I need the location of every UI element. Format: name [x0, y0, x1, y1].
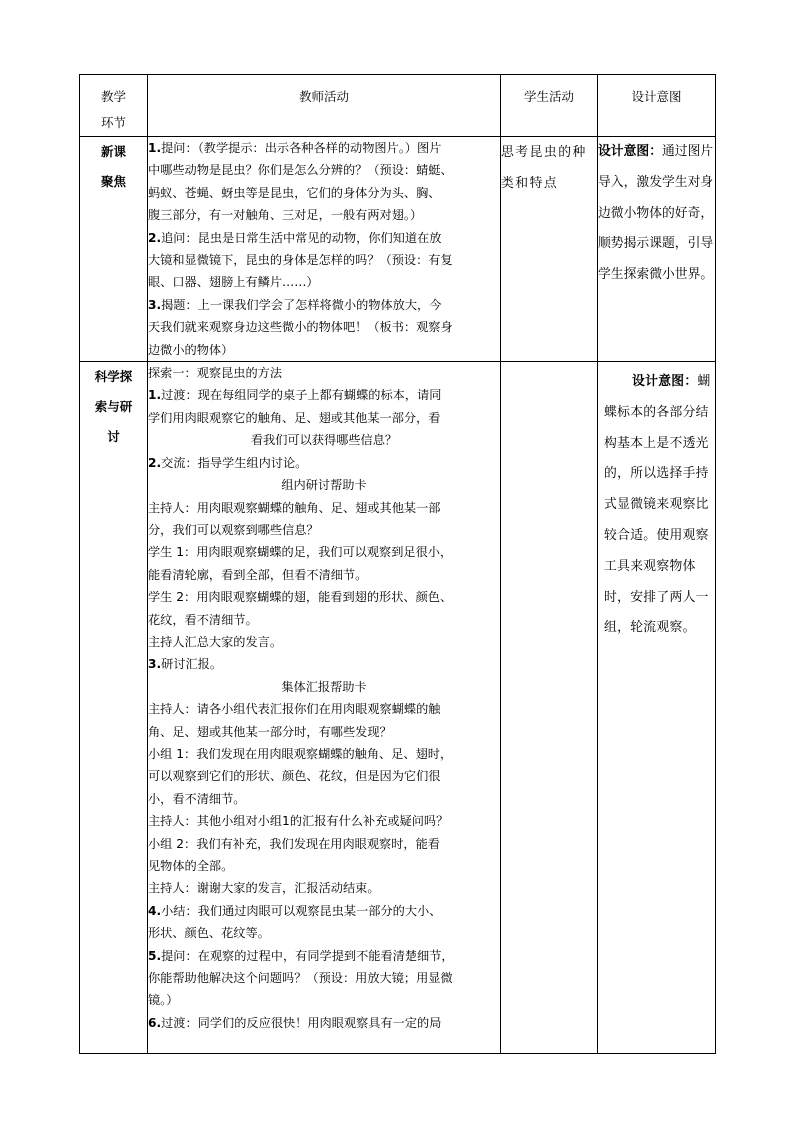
teacher-line-text: 大镜和显微镜下，昆虫的身体是怎样的吗？（预设：有复 [148, 253, 453, 268]
teacher-line [148, 159, 500, 181]
teacher-line-text: 主持人：谢谢大家的发言，汇报活动结束。 [148, 881, 380, 896]
teacher-line-text: 提问：在观察的过程中，有同学提到不能看清楚细节， [161, 948, 454, 963]
step-number: 3. [148, 297, 162, 312]
step-number: 6. [148, 1015, 162, 1030]
teacher-activity-cell [148, 362, 501, 1054]
step-number: 1. [148, 141, 162, 155]
teacher-line-text: 腹三部分，有一对触角、三对足，一般有两对翅。） [148, 208, 423, 223]
teacher-line-text: 探索一：观察昆虫的方法 [148, 366, 283, 381]
header-stage-line: 教学 [100, 89, 126, 104]
teacher-line [148, 384, 500, 406]
design-intent-cell [598, 137, 716, 362]
teacher-line [148, 137, 500, 159]
teacher-line [148, 452, 500, 474]
teacher-line [148, 227, 500, 249]
teacher-line [148, 541, 500, 563]
teacher-line [148, 497, 500, 519]
teacher-line-text: 主持人：用肉眼观察蝴蝶的触角、足、翅或其他某一部 [148, 500, 441, 515]
row-new-lesson [80, 137, 716, 362]
teacher-line [148, 676, 500, 698]
step-number: 2. [148, 455, 162, 470]
teacher-line-text: 中哪些动物是昆虫？你们是怎么分辨的？（预设：蜻蜓、 [148, 163, 453, 178]
teacher-line [148, 564, 500, 586]
teacher-line [148, 1012, 500, 1034]
teacher-line [148, 204, 500, 226]
teacher-line-text: 主持人汇总大家的发言。 [148, 634, 283, 649]
header-intent: 设计意图 [598, 75, 716, 137]
teacher-line-text: 蚂蚁、苍蝇、蚜虫等是昆虫，它们的身体分为头、胸、 [148, 185, 441, 200]
teacher-line-text: 主持人：其他小组对小组1的汇报有什么补充或疑问吗？ [148, 814, 449, 829]
step-number: 4. [148, 903, 162, 918]
teacher-line [148, 698, 500, 720]
teacher-line-text: 研讨汇报。 [161, 657, 223, 672]
teacher-line [148, 316, 500, 338]
teacher-line [148, 407, 500, 429]
teacher-line-text: 小结：我们通过肉眼可以观察昆虫某一部分的大小、 [161, 903, 442, 918]
teacher-line-text: 你能帮助他解决这个问题吗？（预设：用放大镜；用显微 [148, 971, 453, 986]
student-activity-cell [501, 362, 598, 1054]
teacher-activity-cell [148, 137, 501, 362]
teacher-line-text: 小组 2：我们有补充，我们发现在用肉眼观察时，能看 [148, 836, 440, 851]
teacher-line [148, 743, 500, 765]
teacher-line [148, 900, 500, 922]
step-number: 3. [148, 657, 162, 672]
teacher-line [148, 989, 500, 1011]
stage-cell [80, 362, 148, 1054]
teacher-line-text: 交流：指导学生组内讨论。 [161, 455, 308, 470]
intent-label: 设计意图： [632, 374, 698, 390]
teacher-line-text: 眼、口器、翅膀上有鳞片……） [148, 275, 319, 290]
teacher-line [148, 429, 500, 451]
teacher-line-text: 小组 1：我们发现在用肉眼观察蝴蝶的触角、足、翅时， [148, 746, 453, 761]
stage-cell [80, 137, 148, 362]
teacher-line [148, 519, 500, 541]
teacher-line-text: 主持人：请各小组代表汇报你们在用肉眼观察蝴蝶的触 [148, 702, 441, 717]
stage-line: 科学探 [94, 369, 133, 385]
teacher-line-text: 看我们可以获得哪些信息？ [250, 433, 398, 448]
teacher-line-text: 过渡：同学们的反应很快！用肉眼观察具有一定的局 [161, 1015, 442, 1030]
teacher-line-text: 可以观察到它们的形状、颜色、花纹，但是因为它们很 [148, 769, 441, 784]
teacher-line-text: 花纹，看不清细节。 [148, 612, 258, 627]
teacher-line [148, 788, 500, 810]
lesson-plan-table [79, 74, 716, 1054]
design-intent-cell [598, 362, 716, 1054]
header-stage [80, 75, 148, 137]
teacher-line [148, 765, 500, 787]
teacher-line-text: 能看清轮廓，看到全部，但看不清细节。 [148, 567, 368, 582]
student-activity-cell: 思考昆虫的种类和特点 [501, 137, 598, 362]
intent-text: 蝴蝶标本的各部分结构基本上是不透光的，所以选择手持式显微镜来观察比较合适。使用观察工具来观察物体时，安排了两人一组，轮流观察。 [604, 374, 711, 636]
teacher-line [148, 721, 500, 743]
teacher-line-text: 形状、颜色、花纹等。 [148, 926, 270, 941]
teacher-line [148, 271, 500, 293]
step-number: 2. [148, 230, 162, 245]
teacher-line [148, 339, 500, 361]
teacher-line [148, 362, 500, 384]
header-row [80, 75, 716, 137]
teacher-line-text: 提问：（教学提示：出示各种各样的动物图片。）图片 [161, 141, 442, 155]
teacher-line [148, 922, 500, 944]
teacher-line-text: 学生 1：用肉眼观察蝴蝶的足，我们可以观察到足很小， [148, 545, 453, 560]
row-science-exploration [80, 362, 716, 1054]
stage-line: 聚焦 [100, 174, 126, 189]
teacher-line-text: 天我们就来观察身边这些微小的物体吧！（板书：观察身 [148, 320, 453, 335]
teacher-line [148, 855, 500, 877]
teacher-line [148, 586, 500, 608]
step-number: 5. [148, 948, 162, 963]
teacher-line [148, 294, 500, 316]
teacher-line-text: 角、足、翅或其他某一部分时，有哪些发现？ [148, 724, 392, 739]
teacher-line [148, 631, 500, 653]
stage-line: 讨 [107, 429, 120, 445]
header-teacher: 教师活动 [148, 75, 501, 137]
teacher-line-text: 过渡：现在每组同学的桌子上都有蝴蝶的标本，请同 [161, 388, 442, 403]
teacher-line [148, 249, 500, 271]
teacher-line [148, 945, 500, 967]
teacher-line-text: 分，我们可以观察到哪些信息？ [148, 522, 319, 537]
teacher-line [148, 474, 500, 496]
teacher-line-text: 见物体的全部。 [148, 859, 234, 873]
teacher-line-text: 学们用肉眼观察它的触角、足、翅或其他某一部分，看 [148, 410, 441, 425]
teacher-line [148, 877, 500, 899]
teacher-line-text: 学生 2：用肉眼观察蝴蝶的翅，能看到翅的形状、颜色、 [148, 590, 453, 605]
header-stage-line: 环节 [100, 115, 126, 130]
step-number: 1. [148, 388, 162, 403]
teacher-line [148, 810, 500, 832]
teacher-line [148, 609, 500, 631]
teacher-line-text: 镜。） [148, 993, 179, 1008]
teacher-line [148, 967, 500, 989]
stage-line: 新课 [100, 144, 126, 159]
teacher-line-text: 揭题：上一课我们学会了怎样将微小的物体放大，今 [161, 297, 442, 312]
teacher-line [148, 182, 500, 204]
teacher-line-text: 小，看不清细节。 [148, 791, 246, 806]
intent-label: 设计意图： [598, 144, 662, 159]
teacher-line-text: 边微小的物体） [148, 342, 234, 357]
teacher-line-text: 组内研讨帮助卡 [281, 478, 367, 493]
teacher-line-text: 集体汇报帮助卡 [281, 679, 367, 694]
intent-text: 通过图片导入，激发学生对身边微小物体的好奇，顺势揭示课题，引导学生探索微小世界。 [598, 144, 714, 283]
teacher-line-text: 追问：昆虫是日常生活中常见的动物，你们知道在放 [161, 230, 442, 245]
header-student: 学生活动 [501, 75, 598, 137]
teacher-line [148, 653, 500, 675]
teacher-line [148, 833, 500, 855]
stage-line: 索与研 [94, 399, 133, 415]
